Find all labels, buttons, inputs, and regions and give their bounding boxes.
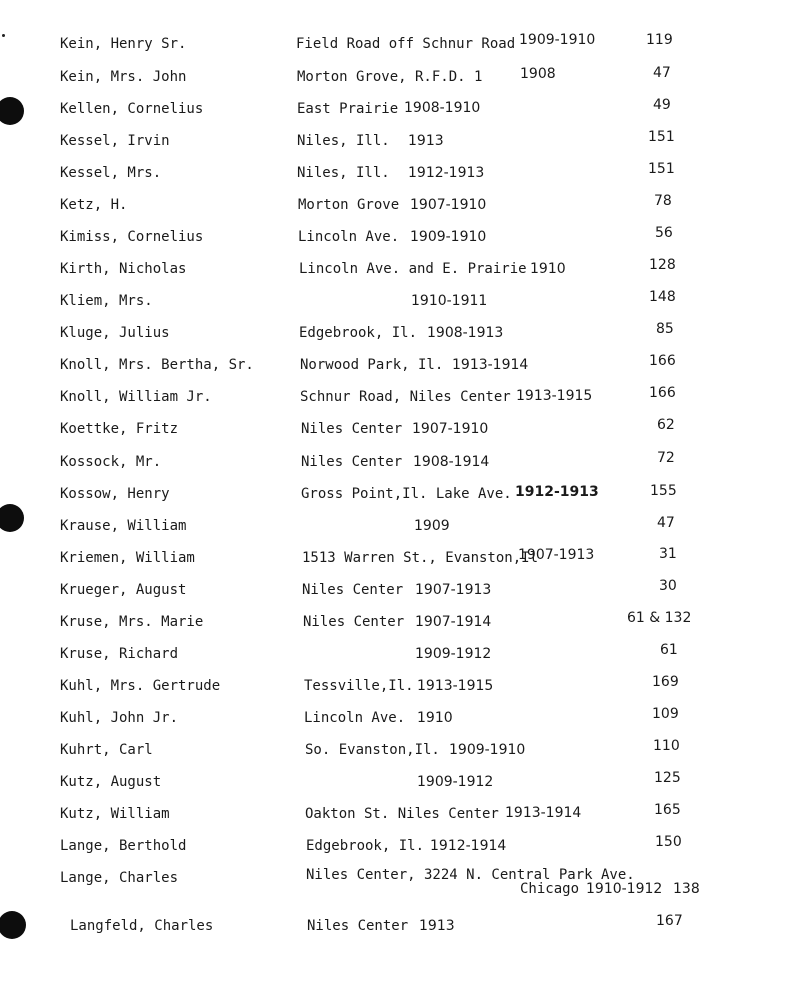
list-item xyxy=(0,546,800,575)
entry-page: 169 xyxy=(652,674,679,690)
entry-page: 166 xyxy=(649,385,676,401)
entry-years: 1907-1910 xyxy=(412,421,489,437)
entry-page: 61 xyxy=(660,642,678,658)
entry-location: Morton Grove, R.F.D. 1 xyxy=(297,69,483,85)
entry-page: 119 xyxy=(646,32,673,48)
entry-page: 165 xyxy=(654,802,681,818)
entry-years: 1907-1910 xyxy=(410,197,487,213)
entry-location: Gross Point,Il. Lake Ave. xyxy=(301,486,512,502)
entry-years: 1910 xyxy=(417,710,453,726)
entry-location: Niles, Ill. xyxy=(297,133,390,149)
entry-name: Kruse, Richard xyxy=(60,646,179,662)
entry-page: 30 xyxy=(659,578,677,594)
entry-location: 1513 Warren St., Evanston,Il xyxy=(302,550,539,566)
entry-years: 1910 xyxy=(530,261,566,277)
list-item xyxy=(0,485,800,511)
entry-location: East Prairie xyxy=(297,101,399,117)
entry-name: Ketz, H. xyxy=(60,197,128,213)
list-item xyxy=(0,610,800,639)
entry-name: Knoll, Mrs. Bertha, Sr. xyxy=(60,357,254,373)
entry-name: Kirth, Nicholas xyxy=(60,261,187,277)
entry-years: 1909-1910 xyxy=(410,229,487,245)
entry-name: Kessel, Mrs. xyxy=(60,165,162,181)
entry-location: Niles Center xyxy=(301,454,403,470)
list-item xyxy=(0,353,800,382)
entry-years: 1913-1914 xyxy=(452,357,529,373)
entry-name: Koettke, Fritz xyxy=(60,421,179,437)
list-item xyxy=(0,450,800,479)
entry-name: Knoll, William Jr. xyxy=(60,389,212,405)
entry-page: 72 xyxy=(657,450,675,466)
list-item xyxy=(0,289,800,318)
entry-location: So. Evanston,Il. xyxy=(305,742,440,758)
list-item xyxy=(0,65,800,94)
list-item xyxy=(0,913,800,943)
entry-page: 125 xyxy=(654,770,681,786)
list-item xyxy=(0,706,800,735)
entry-years: 1908-1913 xyxy=(427,325,504,341)
entry-years: 1908 xyxy=(520,66,556,82)
entry-name: Kutz, August xyxy=(60,774,162,790)
entry-location: Field Road off Schnur Road xyxy=(296,36,516,52)
entry-name: Kluge, Julius xyxy=(60,325,170,341)
entry-years: 1910-1912 xyxy=(586,881,663,897)
entry-location: Edgebrook, Il. xyxy=(306,838,425,854)
list-item xyxy=(0,869,800,901)
entry-name: Kossow, Henry xyxy=(60,486,170,502)
entry-years: 1909-1912 xyxy=(417,774,494,790)
entry-name: Kein, Henry Sr. xyxy=(60,36,187,52)
entry-years: 1907-1913 xyxy=(415,582,492,598)
entry-page: 151 xyxy=(648,161,675,177)
entry-name: Kellen, Cornelius xyxy=(60,101,204,117)
entry-years: 1913-1914 xyxy=(505,805,582,821)
entry-years: 1913-1915 xyxy=(516,388,593,404)
list-item xyxy=(0,225,800,254)
list-item xyxy=(0,97,800,126)
list-item xyxy=(0,642,800,671)
list-item xyxy=(0,321,800,350)
entry-location: Niles Center xyxy=(302,582,404,598)
entry-page: 148 xyxy=(649,289,676,305)
entry-name: Kuhl, Mrs. Gertrude xyxy=(60,678,221,694)
list-item xyxy=(0,738,800,767)
list-item xyxy=(0,674,800,703)
entry-page: 47 xyxy=(653,65,671,81)
entry-page: 31 xyxy=(659,546,677,562)
entry-location: Niles Center xyxy=(307,918,409,934)
list-item xyxy=(0,385,800,414)
entry-years: 1909-1910 xyxy=(519,32,596,48)
entry-name: Langfeld, Charles xyxy=(70,918,214,934)
entry-name: Kein, Mrs. John xyxy=(60,69,187,85)
entry-location: Niles Center, 3224 N. Central Park Ave. xyxy=(306,867,635,883)
entry-page: 61 & 132 xyxy=(627,610,692,626)
entry-years: 1909-1910 xyxy=(449,742,526,758)
list-item xyxy=(0,417,800,446)
entry-years: 1913-1915 xyxy=(417,678,494,694)
entry-page: 56 xyxy=(655,225,673,241)
entry-page: 151 xyxy=(648,129,675,145)
entry-page: 128 xyxy=(649,257,676,273)
entry-years: 1907-1914 xyxy=(415,614,492,630)
entry-location: Lincoln Ave. xyxy=(298,229,400,245)
entry-location: Morton Grove xyxy=(298,197,400,213)
entry-name: Krause, William xyxy=(60,518,187,534)
list-item xyxy=(0,578,800,607)
entry-location: Schnur Road, Niles Center xyxy=(300,389,511,405)
entry-page: 109 xyxy=(652,706,679,722)
entry-years: 1909 xyxy=(414,518,450,534)
entry-location: Niles Center xyxy=(301,421,403,437)
entry-name: Kossock, Mr. xyxy=(60,454,162,470)
entry-name: Lange, Charles xyxy=(60,870,179,886)
list-item xyxy=(0,834,800,863)
entry-years: 1908-1910 xyxy=(404,100,481,116)
entry-years: 1908-1914 xyxy=(413,454,490,470)
entry-location: Niles, Ill. xyxy=(297,165,390,181)
list-item xyxy=(0,257,800,286)
entry-location: Norwood Park, Il. xyxy=(300,357,444,373)
entry-name: Kuhl, John Jr. xyxy=(60,710,179,726)
entry-years: 1913 xyxy=(408,133,444,149)
entry-name: Kruse, Mrs. Marie xyxy=(60,614,204,630)
entry-page: 155 xyxy=(650,483,677,499)
entry-page: 167 xyxy=(656,913,683,929)
entry-years: 1912-1914 xyxy=(430,838,507,854)
list-item xyxy=(0,802,800,831)
list-item xyxy=(0,193,800,222)
entry-page: 166 xyxy=(649,353,676,369)
entry-name: Kutz, William xyxy=(60,806,170,822)
entry-location: Niles Center xyxy=(303,614,405,630)
entry-location-continued: Chicago xyxy=(520,881,580,897)
list-item xyxy=(0,129,800,158)
entry-name: Kuhrt, Carl xyxy=(60,742,153,758)
entry-page: 85 xyxy=(656,321,674,337)
entry-page: 110 xyxy=(653,738,680,754)
entry-page: 47 xyxy=(657,515,675,531)
entry-location: Oakton St. Niles Center xyxy=(305,806,499,822)
entry-page: 78 xyxy=(654,193,672,209)
list-item xyxy=(0,517,800,543)
entry-page: 49 xyxy=(653,97,671,113)
entry-years: 1913 xyxy=(419,918,455,934)
entry-name: Kliem, Mrs. xyxy=(60,293,153,309)
entry-page: 138 xyxy=(673,881,700,897)
entry-years: 1912-1913 xyxy=(408,165,485,181)
entry-location: Edgebrook, Il. xyxy=(299,325,418,341)
entry-page: 62 xyxy=(657,417,675,433)
entry-name: Kimiss, Cornelius xyxy=(60,229,204,245)
entry-name: Krueger, August xyxy=(60,582,187,598)
entry-name: Kriemen, William xyxy=(60,550,195,566)
entry-years: 1912-1913 xyxy=(515,484,599,500)
entry-years: 1909-1912 xyxy=(415,646,492,662)
entry-years: 1907-1913 xyxy=(518,547,595,563)
entry-location: Lincoln Ave. xyxy=(304,710,406,726)
list-item xyxy=(0,32,800,61)
list-item xyxy=(0,770,800,799)
entry-location: Tessville,Il. xyxy=(304,678,414,694)
entry-years: 1910-1911 xyxy=(411,293,488,309)
entry-location: Lincoln Ave. and E. Prairie xyxy=(299,261,527,277)
list-item xyxy=(0,161,800,190)
entry-page: 150 xyxy=(655,834,682,850)
entry-name: Lange, Berthold xyxy=(60,838,187,854)
entry-name: Kessel, Irvin xyxy=(60,133,170,149)
